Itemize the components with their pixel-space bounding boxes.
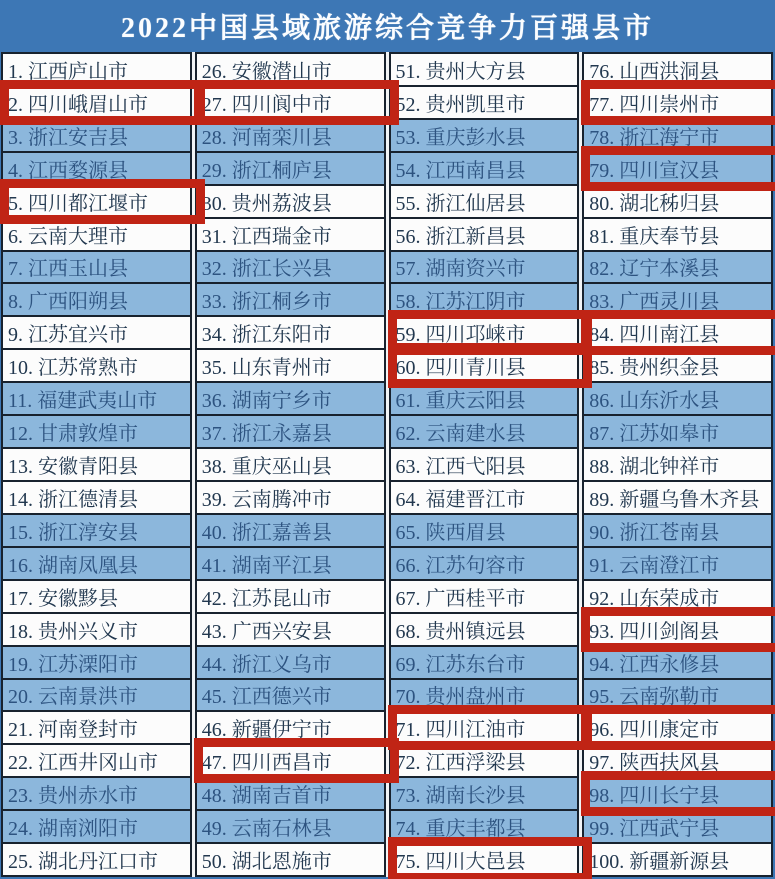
list-item-highlighted: 84. 四川南江县 [584, 317, 771, 350]
list-item: 61. 重庆云阳县 [391, 383, 578, 416]
page-title: 2022中国县域旅游综合竞争力百强县市 [120, 12, 654, 44]
list-item: 33. 浙江桐乡市 [197, 284, 384, 317]
list-item-highlighted: 60. 四川青川县 [391, 350, 578, 383]
list-item: 32. 浙江长兴县 [197, 252, 384, 285]
ranking-column-3 [389, 52, 580, 877]
list-item: 54. 江西南昌县 [391, 153, 578, 186]
list-item: 37. 浙江永嘉县 [197, 416, 384, 449]
list-item: 28. 河南栾川县 [197, 120, 384, 153]
list-item: 51. 贵州大方县 [391, 54, 578, 87]
list-item: 92. 山东荣成市 [584, 581, 771, 614]
list-item: 80. 湖北秭归县 [584, 186, 771, 219]
list-item: 13. 安徽青阳县 [3, 449, 190, 482]
list-item: 44. 浙江义乌市 [197, 647, 384, 680]
list-item: 39. 云南腾冲市 [197, 482, 384, 515]
list-item-highlighted: 71. 四川江油市 [391, 712, 578, 745]
list-item: 26. 安徽潜山市 [197, 54, 384, 87]
list-item: 4. 江西婺源县 [3, 153, 190, 186]
list-item: 31. 江西瑞金市 [197, 219, 384, 252]
list-item: 8. 广西阳朔县 [3, 284, 190, 317]
list-item: 81. 重庆奉节县 [584, 219, 771, 252]
list-item: 14. 浙江德清县 [3, 482, 190, 515]
list-item: 64. 福建晋江市 [391, 482, 578, 515]
list-item: 24. 湖南浏阳市 [3, 811, 190, 844]
list-item-highlighted: 96. 四川康定市 [584, 712, 771, 745]
list-item: 1. 江西庐山市 [3, 54, 190, 87]
list-item: 50. 湖北恩施市 [197, 844, 384, 875]
list-item: 52. 贵州凯里市 [391, 87, 578, 120]
list-item: 97. 陕西扶风县 [584, 745, 771, 778]
list-item-highlighted: 79. 四川宣汉县 [584, 153, 771, 186]
list-item: 12. 甘肃敦煌市 [3, 416, 190, 449]
list-item: 74. 重庆丰都县 [391, 811, 578, 844]
list-item-highlighted: 47. 四川西昌市 [197, 745, 384, 778]
list-item: 90. 浙江苍南县 [584, 515, 771, 548]
list-item: 45. 江西德兴市 [197, 680, 384, 713]
list-item: 17. 安徽黟县 [3, 581, 190, 614]
list-item: 55. 浙江仙居县 [391, 186, 578, 219]
list-item-highlighted: 93. 四川剑阁县 [584, 614, 771, 647]
list-item: 65. 陕西眉县 [391, 515, 578, 548]
list-item: 18. 贵州兴义市 [3, 614, 190, 647]
list-item: 40. 浙江嘉善县 [197, 515, 384, 548]
list-item: 36. 湖南宁乡市 [197, 383, 384, 416]
list-item: 72. 江西浮梁县 [391, 745, 578, 778]
list-item: 73. 湖南长沙县 [391, 778, 578, 811]
list-item: 21. 河南登封市 [3, 712, 190, 745]
list-item: 62. 云南建水县 [391, 416, 578, 449]
list-item: 25. 湖北丹江口市 [3, 844, 190, 875]
list-item: 3. 浙江安吉县 [3, 120, 190, 153]
ranking-column-1 [1, 52, 192, 877]
list-item-highlighted: 27. 四川阆中市 [197, 87, 384, 120]
list-item: 22. 江西井冈山市 [3, 745, 190, 778]
list-item: 20. 云南景洪市 [3, 680, 190, 713]
list-item-highlighted: 75. 四川大邑县 [391, 844, 578, 875]
list-item-highlighted: 77. 四川崇州市 [584, 87, 771, 120]
list-item: 15. 浙江淳安县 [3, 515, 190, 548]
list-item: 30. 贵州荔波县 [197, 186, 384, 219]
list-item: 89. 新疆乌鲁木齐县 [584, 482, 771, 515]
list-item-highlighted: 5. 四川都江堰市 [3, 186, 190, 219]
list-item: 100. 新疆新源县 [584, 844, 771, 875]
list-item: 41. 湖南平江县 [197, 548, 384, 581]
list-item: 68. 贵州镇远县 [391, 614, 578, 647]
list-item: 10. 江苏常熟市 [3, 350, 190, 383]
list-item: 35. 山东青州市 [197, 350, 384, 383]
list-item: 9. 江苏宜兴市 [3, 317, 190, 350]
list-item: 69. 江苏东台市 [391, 647, 578, 680]
list-item: 86. 山东沂水县 [584, 383, 771, 416]
list-item: 94. 江西永修县 [584, 647, 771, 680]
list-item: 78. 浙江海宁市 [584, 120, 771, 153]
list-item: 85. 贵州织金县 [584, 350, 771, 383]
list-item: 43. 广西兴安县 [197, 614, 384, 647]
list-item: 48. 湖南吉首市 [197, 778, 384, 811]
list-item: 58. 江苏江阴市 [391, 284, 578, 317]
list-item: 67. 广西桂平市 [391, 581, 578, 614]
ranking-column-4 [582, 52, 773, 877]
list-item: 87. 江苏如皋市 [584, 416, 771, 449]
list-item: 42. 江苏昆山市 [197, 581, 384, 614]
list-item: 29. 浙江桐庐县 [197, 153, 384, 186]
list-item: 49. 云南石林县 [197, 811, 384, 844]
list-item: 34. 浙江东阳市 [197, 317, 384, 350]
list-item-highlighted: 59. 四川邛崃市 [391, 317, 578, 350]
ranking-table [1, 52, 773, 877]
list-item: 46. 新疆伊宁市 [197, 712, 384, 745]
ranking-column-2 [195, 52, 386, 877]
list-item: 53. 重庆彭水县 [391, 120, 578, 153]
list-item: 88. 湖北钟祥市 [584, 449, 771, 482]
list-item: 82. 辽宁本溪县 [584, 252, 771, 285]
list-item: 19. 江苏溧阳市 [3, 647, 190, 680]
list-item-highlighted: 98. 四川长宁县 [584, 778, 771, 811]
list-item-highlighted: 2. 四川峨眉山市 [3, 87, 190, 120]
list-item: 83. 广西灵川县 [584, 284, 771, 317]
list-item: 76. 山西洪洞县 [584, 54, 771, 87]
list-item: 11. 福建武夷山市 [3, 383, 190, 416]
list-item: 16. 湖南凤凰县 [3, 548, 190, 581]
list-item: 57. 湖南资兴市 [391, 252, 578, 285]
list-item: 56. 浙江新昌县 [391, 219, 578, 252]
list-item: 63. 江西弋阳县 [391, 449, 578, 482]
list-item: 38. 重庆巫山县 [197, 449, 384, 482]
list-item: 99. 江西武宁县 [584, 811, 771, 844]
list-item: 95. 云南弥勒市 [584, 680, 771, 713]
list-item: 6. 云南大理市 [3, 219, 190, 252]
list-item: 66. 江苏句容市 [391, 548, 578, 581]
list-item: 7. 江西玉山县 [3, 252, 190, 285]
list-item: 91. 云南澄江市 [584, 548, 771, 581]
list-item: 23. 贵州赤水市 [3, 778, 190, 811]
list-item: 70. 贵州盘州市 [391, 680, 578, 713]
